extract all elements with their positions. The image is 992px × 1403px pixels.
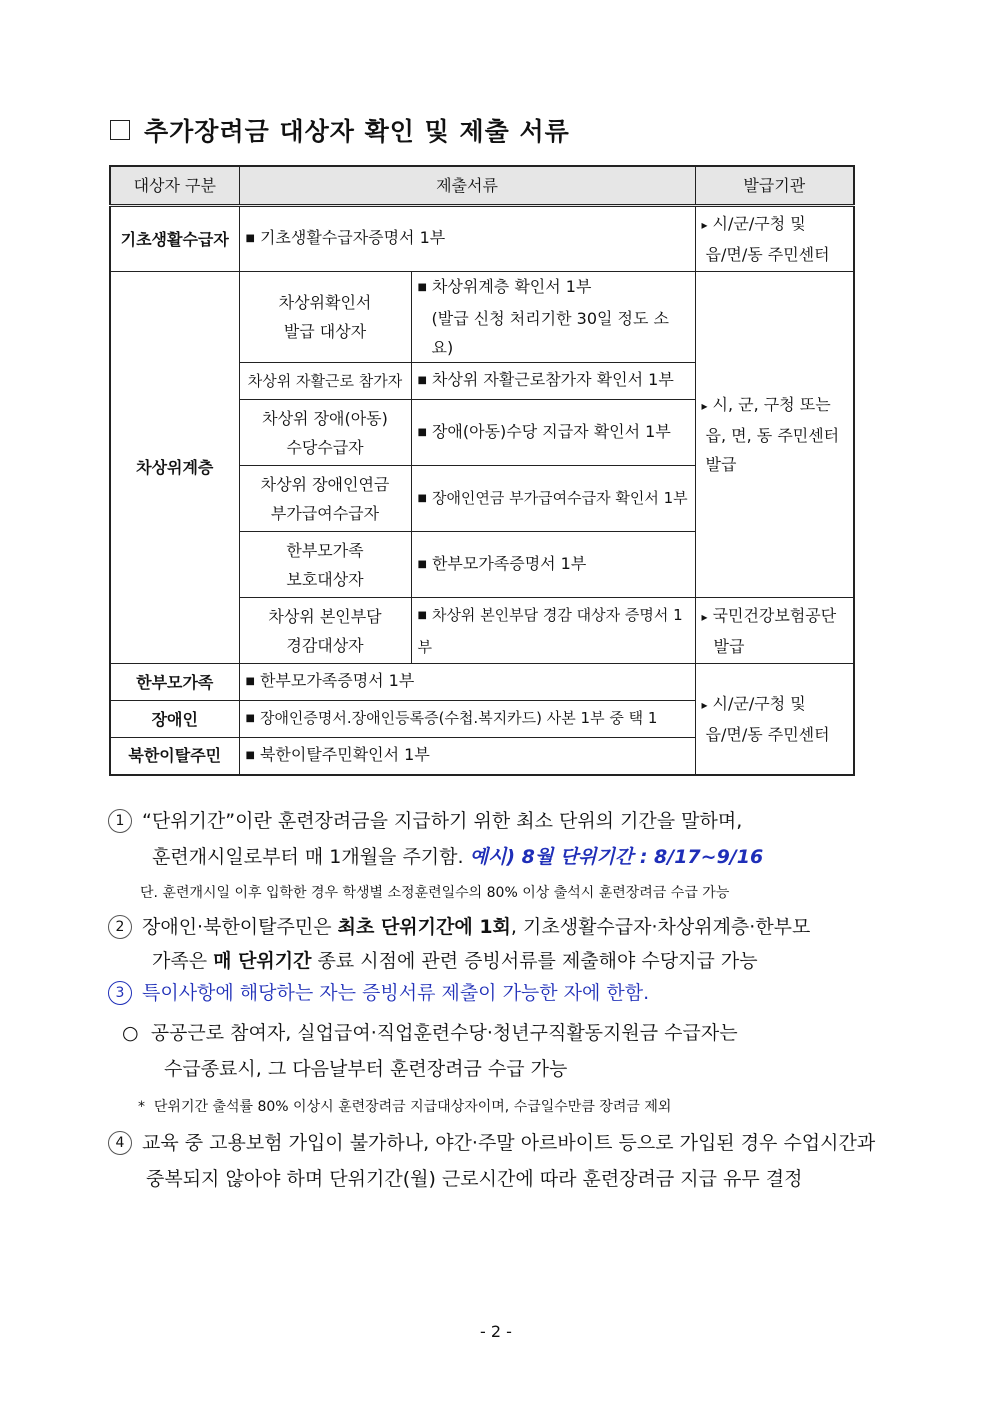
category-basic: 기초생활수급자 [110, 206, 239, 272]
sub-category: 차상위확인서 발급 대상자 [239, 272, 411, 363]
bullet-item: ○ 공공근로 참여자, 실업급여·직업훈련수당·청년구직활동지원금 수급자는 [122, 1022, 738, 1044]
circled-number: 2 [108, 915, 132, 939]
sub-category: 차상위 자활근로 참가자 [239, 363, 411, 400]
example-text: 예시) 8월 단위기간 : 8/17~9/16 [469, 846, 764, 868]
issuer-bottom: ▸ 시/군/구청 및 읍/면/동 주민센터 [695, 664, 854, 775]
header-documents: 제출서류 [239, 166, 695, 206]
note-1-line2: 훈련개시일로부터 매 1개월을 주기함. 예시) 8월 단위기간 : 8/17~9/16 [152, 846, 764, 868]
doc-defector: ■ 북한이탈주민확인서 1부 [239, 738, 695, 775]
doc-basic: ■ 기초생활수급자증명서 1부 [239, 206, 695, 272]
doc-cell: ■ 차상위 본인부담 경감 대상자 증명서 1부 [411, 598, 695, 664]
doc-cell: ■ 한부모가족증명서 1부 [411, 532, 695, 598]
note-1: 1 “단위기간”이란 훈련장려금을 지급하기 위한 최소 단위의 기간을 말하며, [108, 806, 742, 835]
note-3: 3 특이사항에 해당하는 자는 증빙서류 제출이 가능한 자에 한함. [108, 978, 649, 1007]
section-title [110, 112, 570, 148]
star-note: * 단위기간 출석률 80% 이상시 훈련장려금 지급대상자이며, 수급일수만큼 장려금 제외 [138, 1099, 672, 1115]
header-issuer: 발급기관 [695, 166, 854, 206]
issuer-basic: ▸ 시/군/구청 및 읍/면/동 주민센터 [695, 206, 854, 272]
note-4: 4 교육 중 고용보험 가입이 불가하나, 야간·주말 아르바이트 등으로 가입된 경우 수업시간과 [108, 1128, 875, 1157]
sub-category: 차상위 장애(아동) 수당수급자 [239, 400, 411, 466]
category-disabled: 장애인 [110, 701, 239, 738]
circled-number: 3 [108, 981, 132, 1005]
issuer-near-poor: ▸ 시, 군, 구청 또는 읍, 면, 동 주민센터 발급 [695, 272, 854, 598]
page-number: - 2 - [480, 1322, 512, 1341]
sub-category: 차상위 장애인연금 부가급여수급자 [239, 466, 411, 532]
category-defector: 북한이탈주민 [110, 738, 239, 775]
checkbox-icon [110, 120, 130, 140]
doc-cell: ■ 장애(아동)수당 지급자 확인서 1부 [411, 400, 695, 466]
category-single-parent: 한부모가족 [110, 664, 239, 701]
header-category: 대상자 구분 [110, 166, 239, 206]
table-row [110, 206, 854, 272]
issuer-nhis: ▸ 국민건강보험공단 발급 [695, 598, 854, 664]
doc-cell: ■ 차상위 자활근로참가자 확인서 1부 [411, 363, 695, 400]
circled-number: 1 [108, 809, 132, 833]
circled-number: 4 [108, 1131, 132, 1155]
category-near-poor: 차상위계층 [110, 272, 239, 664]
sub-category: 차상위 본인부담 경감대상자 [239, 598, 411, 664]
note-2: 2 장애인·북한이탈주민은 최초 단위기간에 1회, 기초생활수급자·차상위계층·한부모 [108, 912, 810, 941]
doc-cell: ■ 장애인연금 부가급여수급자 확인서 1부 [411, 466, 695, 532]
bullet-item-line2: 수급종료시, 그 다음날부터 훈련장려금 수급 가능 [164, 1058, 568, 1080]
note-4-line2: 중복되지 않아야 하며 단위기간(월) 근로시간에 따라 훈련장려금 지급 유무 결정 [146, 1168, 803, 1190]
doc-single-parent: ■ 한부모가족증명서 1부 [239, 664, 695, 701]
note-2-line2: 가족은 매 단위기간 종료 시점에 관련 증빙서류를 제출해야 수당지급 가능 [152, 950, 758, 972]
table-row [110, 272, 854, 363]
doc-disabled: ■ 장애인증명서.장애인등록증(수첩.복지카드) 사본 1부 중 택 1 [239, 701, 695, 738]
note-1-sub: 단. 훈련개시일 이후 입학한 경우 학생별 소정훈련일수의 80% 이상 출석시 훈련장려금 수급 가능 [140, 885, 730, 901]
document-requirements-table [109, 165, 855, 776]
table-header-row [110, 166, 854, 206]
section-title-text: 추가장려금 대상자 확인 및 제출 서류 [144, 117, 570, 146]
sub-category: 한부모가족 보호대상자 [239, 532, 411, 598]
doc-cell: ■ 차상위계층 확인서 1부 (발급 신청 처리기한 30일 정도 소요) [411, 272, 695, 363]
table-row [110, 664, 854, 701]
bullet-mark: ○ [122, 1022, 139, 1044]
